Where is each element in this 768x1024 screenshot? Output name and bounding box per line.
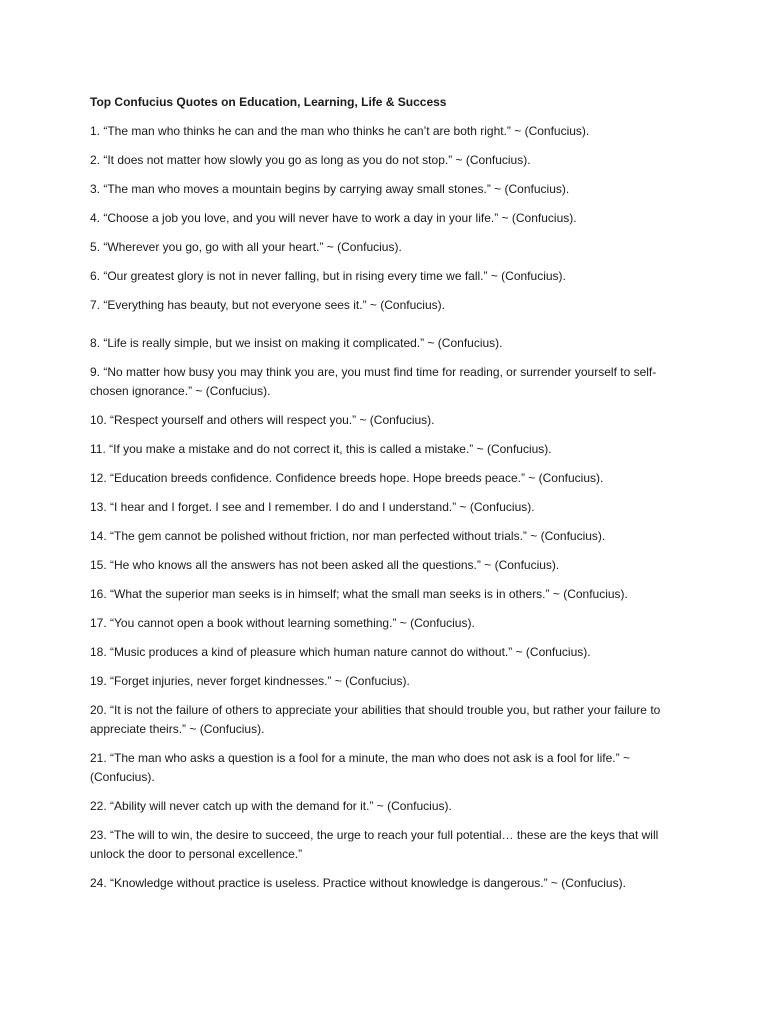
document-page xyxy=(90,93,690,903)
quote-item: 22. “Ability will never catch up with the demand for it.” ~ (Confucius). xyxy=(90,799,452,813)
quote-item: 10. “Respect yourself and others will respect you.” ~ (Confucius). xyxy=(90,413,435,427)
quote-item: 3. “The man who moves a mountain begins by carrying away small stones.” ~ (Confucius). xyxy=(90,182,570,196)
quote-item: 12. “Education breeds confidence. Confidence breeds hope. Hope breeds peace.” ~ (Confucius). xyxy=(90,471,604,485)
quote-item: 5. “Wherever you go, go with all your heart.” ~ (Confucius). xyxy=(90,240,402,254)
quote-item: 24. “Knowledge without practice is useless. Practice without knowledge is dangerous.” ~ (Confucius). xyxy=(90,876,626,890)
quote-item: 17. “You cannot open a book without learning something.” ~ (Confucius). xyxy=(90,616,475,630)
quote-item: 13. “I hear and I forget. I see and I remember. I do and I understand.” ~ (Confucius). xyxy=(90,500,535,514)
quote-item: 4. “Choose a job you love, and you will never have to work a day in your life.” ~ (Confucius). xyxy=(90,211,577,225)
quote-item: 1. “The man who thinks he can and the man who thinks he can’t are both right.” ~ (Confucius). xyxy=(90,124,590,138)
quote-item: 7. “Everything has beauty, but not everyone sees it.” ~ (Confucius). xyxy=(90,298,445,312)
quote-item: 14. “The gem cannot be polished without friction, nor man perfected without trials.” ~ (Confucius). xyxy=(90,529,606,543)
document-title: Top Confucius Quotes on Education, Learning, Life & Success xyxy=(90,95,447,109)
quote-item: 9. “No matter how busy you may think you are, you must find time for reading, or surrender yourself to self-chosen ignorance.” ~ (Confucius). xyxy=(90,365,657,398)
quote-item: 16. “What the superior man seeks is in himself; what the small man seeks is in others.” ~ (Confucius). xyxy=(90,587,628,601)
quote-item: 2. “It does not matter how slowly you go as long as you do not stop.” ~ (Confucius). xyxy=(90,153,531,167)
quote-item: 11. “If you make a mistake and do not correct it, this is called a mistake.” ~ (Confucius). xyxy=(90,442,552,456)
quote-item: 6. “Our greatest glory is not in never falling, but in rising every time we fall.” ~ (Confucius). xyxy=(90,269,566,283)
quote-item: 15. “He who knows all the answers has not been asked all the questions.” ~ (Confucius). xyxy=(90,558,560,572)
quote-item: 20. “It is not the failure of others to appreciate your abilities that should trouble you, but rather your failure to appreciate theirs.” ~ (Confucius). xyxy=(90,703,661,736)
quote-item: 21. “The man who asks a question is a fool for a minute, the man who does not ask is a fool for life.” ~ (Confucius). xyxy=(90,751,630,784)
quote-item: 23. “The will to win, the desire to succeed, the urge to reach your full potential… these are the keys that will unlock the door to personal excellence.” xyxy=(90,828,659,861)
quote-item: 8. “Life is really simple, but we insist on making it complicated.” ~ (Confucius). xyxy=(90,336,503,350)
quote-item: 18. “Music produces a kind of pleasure which human nature cannot do without.” ~ (Confucius). xyxy=(90,645,591,659)
quote-item: 19. “Forget injuries, never forget kindnesses.” ~ (Confucius). xyxy=(90,674,410,688)
